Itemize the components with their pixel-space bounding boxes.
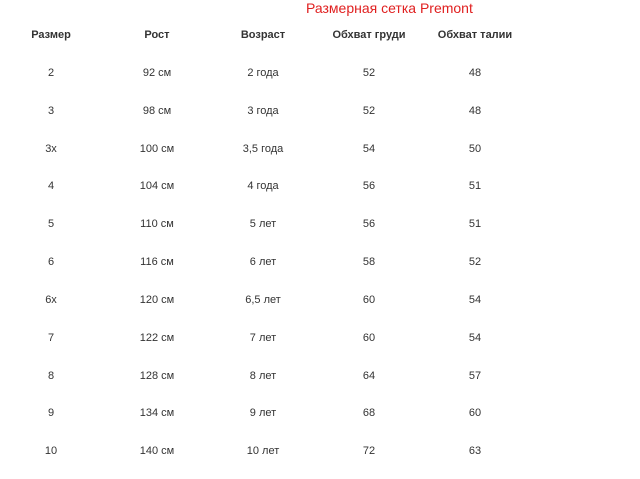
table-cell-age: 9 лет: [249, 407, 277, 419]
column-header-chest: Обхват груди: [332, 29, 406, 41]
table-cell-age: 5 лет: [249, 218, 277, 230]
table-cell-age: 7 лет: [249, 332, 277, 344]
table-cell-height: 100 см: [139, 143, 175, 155]
table-cell-waist: 50: [468, 143, 482, 155]
page-title: Размерная сетка Premont: [306, 0, 473, 16]
table-cell-size: 7: [47, 332, 55, 344]
table-cell-size: 8: [47, 370, 55, 382]
table-cell-size: 6х: [45, 294, 57, 306]
table-cell-waist: 63: [468, 445, 482, 457]
table-cell-waist: 60: [468, 407, 482, 419]
table-cell-height: 120 см: [139, 294, 175, 306]
table-cell-age: 6 лет: [249, 256, 277, 268]
table-cell-waist: 51: [468, 180, 482, 192]
table-cell-waist: 52: [468, 256, 482, 268]
table-cell-chest: 64: [362, 370, 376, 382]
table-cell-waist: 51: [468, 218, 482, 230]
table-cell-size: 2: [47, 67, 55, 79]
table-cell-age: 8 лет: [249, 370, 277, 382]
table-cell-height: 98 см: [142, 105, 172, 117]
table-cell-waist: 57: [468, 370, 482, 382]
table-cell-age: 10 лет: [246, 445, 280, 457]
table-cell-chest: 56: [362, 218, 376, 230]
table-cell-age: 3,5 года: [242, 143, 284, 155]
table-cell-size: 10: [44, 445, 58, 457]
table-cell-height: 122 см: [139, 332, 175, 344]
table-cell-chest: 58: [362, 256, 376, 268]
table-cell-age: 6,5 лет: [245, 294, 281, 306]
table-cell-chest: 60: [362, 294, 376, 306]
table-cell-height: 128 см: [139, 370, 175, 382]
table-cell-age: 4 года: [247, 180, 279, 192]
table-cell-size: 9: [47, 407, 55, 419]
table-cell-chest: 60: [362, 332, 376, 344]
column-header-size: Размер: [31, 29, 71, 41]
column-header-height: Рост: [144, 29, 170, 41]
table-cell-waist: 48: [468, 67, 482, 79]
table-cell-size: 3х: [45, 143, 57, 155]
table-cell-size: 5: [47, 218, 55, 230]
table-cell-chest: 54: [362, 143, 376, 155]
table-cell-age: 2 года: [247, 67, 279, 79]
table-cell-height: 110 см: [140, 218, 174, 230]
table-cell-chest: 72: [362, 445, 376, 457]
table-cell-height: 134 см: [139, 407, 175, 419]
table-cell-height: 140 см: [139, 445, 175, 457]
table-cell-size: 6: [47, 256, 55, 268]
table-cell-size: 4: [47, 180, 55, 192]
table-cell-chest: 52: [362, 105, 376, 117]
column-header-age: Возраст: [240, 29, 286, 41]
table-cell-height: 92 см: [142, 67, 172, 79]
table-cell-age: 3 года: [247, 105, 279, 117]
table-cell-chest: 56: [362, 180, 376, 192]
table-cell-height: 116 см: [140, 256, 174, 268]
table-cell-waist: 54: [468, 294, 482, 306]
table-cell-chest: 68: [362, 407, 376, 419]
table-cell-waist: 48: [468, 105, 482, 117]
table-cell-chest: 52: [362, 67, 376, 79]
table-cell-size: 3: [47, 105, 55, 117]
column-header-waist: Обхват талии: [437, 29, 513, 41]
table-cell-waist: 54: [468, 332, 482, 344]
table-cell-height: 104 см: [139, 180, 175, 192]
